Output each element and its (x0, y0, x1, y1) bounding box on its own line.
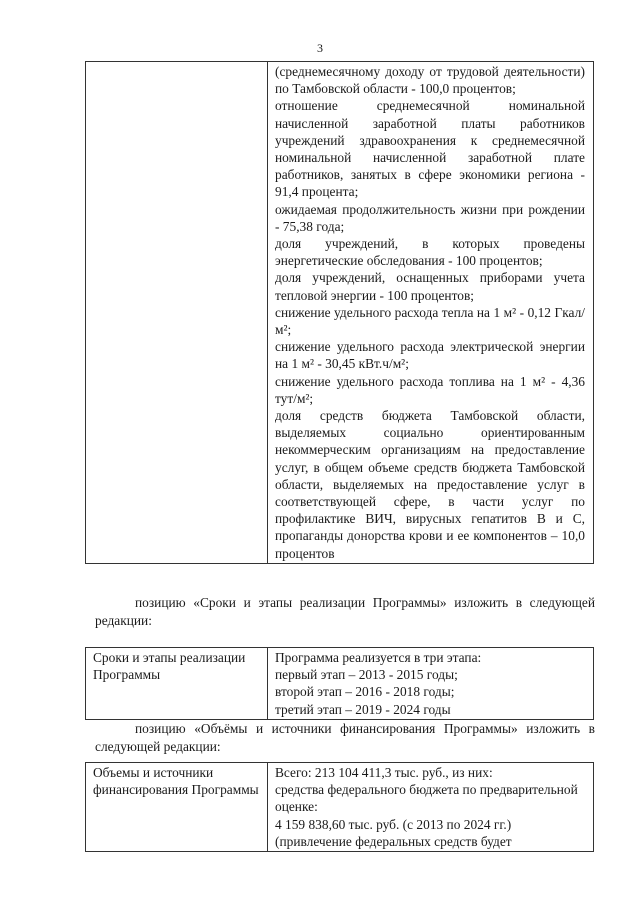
table-cell-content (268, 763, 594, 852)
indicator-text: снижение удельного расхода электрической энергии на 1 м² - 30,45 кВт.ч/м²; (275, 339, 585, 372)
stage-line: первый этап – 2013 - 2015 годы; (275, 667, 458, 683)
table-cell-label: Объемы и источники финансирования Программы (86, 763, 268, 852)
indicator-text: доля средств бюджета Тамбовской области, выделяемых социально ориентированным некоммерческим организациям на предоставление услуг, в общем объеме средств бюджета Тамбовской области, выделяемых на предоставление услуг в соответствующей сфере, в части услуг по профилактике ВИЧ, вирусных гепатитов В и С, пропаганды донорства крови и ее компонентов – 10,0 процентов (275, 408, 585, 561)
indicator-text: доля учреждений, в которых проведены энергетические обследования - 100 процентов; (275, 236, 585, 269)
indicator-text: (среднемесячному доходу от трудовой деятельности) по Тамбовской области - 100,0 процентов; (275, 64, 585, 97)
table-cell-label: Сроки и этапы реализации Программы (86, 648, 268, 720)
funding-line: средства федерального бюджета по предварительной оценке: (275, 782, 578, 815)
table-cell-content (268, 648, 594, 720)
indicator-text: снижение удельного расхода топлива на 1 м² - 4,36 тут/м²; (275, 373, 585, 406)
indicator-text: снижение удельного расхода тепла на 1 м² - 0,12 Гкал/м²; (275, 304, 585, 338)
table-cell-content (268, 62, 594, 564)
indicator-text: отношение среднемесячной номинальной начисленной заработной платы работников учреждений здравоохранения к среднемесячной номинальной начисленной заработной плате работников, занятых в сфере экономики региона - 91,4 процента; (275, 98, 585, 200)
funding-line: Всего: 213 104 411,3 тыс. руб., из них: (275, 765, 493, 780)
table-row (86, 763, 594, 852)
indicator-text: доля учреждений, оснащенных приборами учета тепловой энергии - 100 процентов; (275, 270, 585, 303)
funding-line: 4 159 838,60 тыс. руб. (с 2013 по 2024 гг.) (275, 816, 512, 832)
table-row (86, 62, 594, 564)
page-number: 3 (317, 41, 323, 55)
funding-line: (привлечение федеральных средств будет (275, 833, 512, 849)
stage-line: второй этап – 2016 - 2018 годы; (275, 684, 455, 700)
table-row (86, 648, 594, 720)
stages-table (85, 647, 594, 720)
stage-line: Программа реализуется в три этапа: (275, 650, 482, 665)
indicators-table (85, 61, 594, 564)
stage-line: третий этап – 2019 - 2024 годы (275, 701, 451, 717)
funding-table (85, 762, 594, 852)
indicator-text: ожидаемая продолжительность жизни при рождении - 75,38 года; (275, 201, 585, 234)
table-cell-label (86, 62, 268, 564)
paragraph-stages: позицию «Сроки и этапы реализации Программы» изложить в следующей редакции: (95, 595, 595, 628)
paragraph-funding: позицию «Объёмы и источники финансирования Программы» изложить в следующей редакции: (95, 721, 595, 754)
